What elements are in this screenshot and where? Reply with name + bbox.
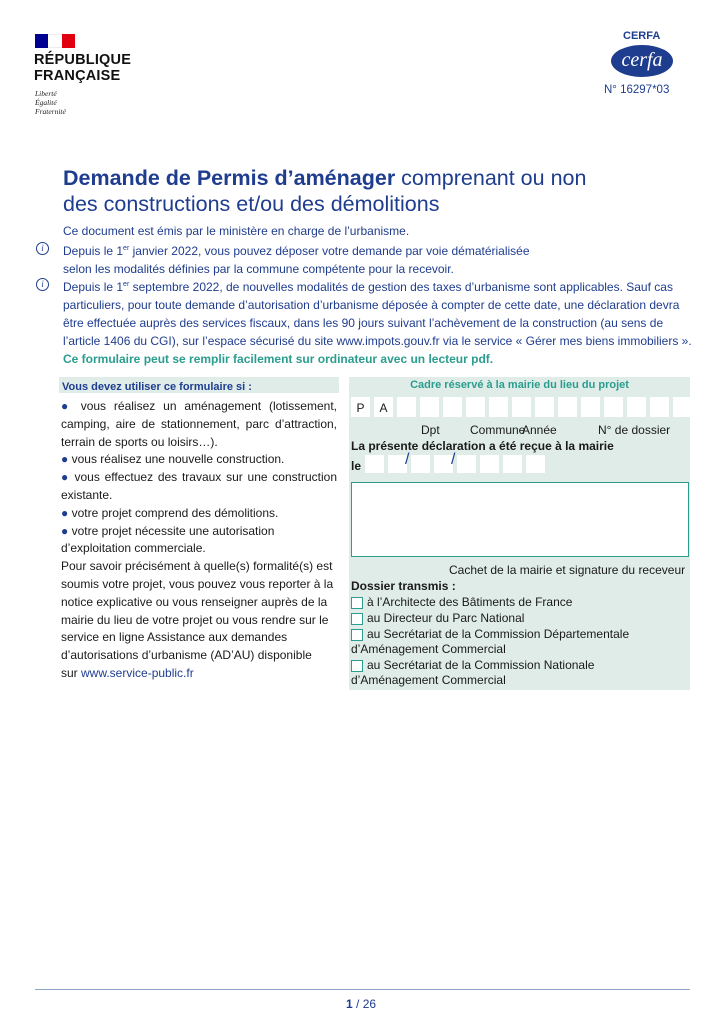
mairie-box-title: Cadre réservé à la mairie du lieu du projet (410, 379, 629, 391)
info2-line2: particuliers, pour toute demande d’autorisation d’urbanisme déposée à compter de cette date, une déclaration devra (63, 298, 680, 312)
list-item (61, 398, 337, 451)
cerfa-label: CERFA (623, 30, 661, 42)
intro-line1: Ce document est émis par le ministère en charge de l’urbanisme. (63, 224, 410, 238)
dossier-cell[interactable] (627, 397, 646, 417)
dossier-cell[interactable] (443, 397, 462, 417)
dossier-cell[interactable] (604, 397, 623, 417)
bullet-icon: ● (61, 505, 69, 520)
label-dpt: Dpt (421, 423, 440, 437)
info1-pre: Depuis le 1 (63, 244, 124, 258)
cerfa-number: N° 16297*03 (604, 84, 670, 96)
cerfa-logo: cerfa (611, 45, 673, 77)
bullet-icon: ● (61, 470, 70, 485)
stamp-caption: Cachet de la mairie et signature du receveur (449, 563, 686, 577)
info2-post: septembre 2022, de nouvelles modalités de gestion des taxes d’urbanisme sont applicables. Sauf cas (129, 280, 673, 294)
list-item-text: vous effectuez des travaux sur une construction existante. (61, 470, 338, 502)
page-sep: / (352, 997, 363, 1011)
service-public-link[interactable]: www.service-public.fr (81, 665, 194, 680)
republique-francaise-logo (34, 52, 131, 84)
french-flag-icon (35, 34, 75, 48)
info2-line4: l’article 1406 du CGI), sur l’espace sécurisé du site www.impots.gouv.fr via le service « Gérer mes biens immobiliers ». (63, 334, 692, 348)
list-item-text: votre projet nécessite une autorisation d’exploitation commerciale. (61, 523, 275, 556)
info2-pre: Depuis le 1 (63, 280, 124, 294)
checkbox-cdac-label2: d’Aménagement Commercial (351, 642, 506, 656)
stamp-area[interactable] (351, 482, 689, 557)
dossier-cell[interactable] (420, 397, 439, 417)
date-cell[interactable] (365, 455, 384, 473)
checkbox-parc-national[interactable] (351, 613, 363, 625)
date-cell[interactable] (411, 455, 430, 473)
label-dossier: N° de dossier (598, 423, 671, 437)
date-separator: / (405, 451, 410, 468)
motto-egalite: Égalité (35, 98, 57, 107)
usage-list (61, 398, 337, 683)
dossier-cell[interactable] (558, 397, 577, 417)
motto-fraternite: Fraternité (35, 107, 66, 116)
dossier-cell-p[interactable]: P (351, 397, 370, 417)
transmis-label: Dossier transmis : (351, 579, 456, 593)
checkbox-cnac-label2: d’Aménagement Commercial (351, 673, 506, 687)
pdf-highlight: Ce formulaire peut se remplir facilement sur ordinateur avec un lecteur pdf. (63, 352, 494, 366)
info1-post: janvier 2022, vous pouvez déposer votre demande par voie dématérialisée (129, 244, 530, 258)
motto-liberte: Liberté (35, 89, 57, 98)
bullet-icon: ● (61, 523, 69, 538)
list-item (61, 505, 337, 523)
info-icon: i (36, 242, 49, 255)
info1-sup: er (123, 245, 130, 252)
checkbox-abf-label: à l’Architecte des Bâtiments de France (367, 595, 573, 609)
list-item-text: vous réalisez un aménagement (lotissement, camping, aire de stationnement, parc d’attraction, terrain de sports ou loisirs…). (61, 399, 337, 449)
advice-paragraph (61, 558, 337, 683)
title-bold: Demande de Permis d’aménager (63, 166, 396, 190)
checkbox-parc-label: au Directeur du Parc National (367, 611, 525, 625)
info-icon: i (36, 278, 49, 291)
dossier-cell[interactable] (512, 397, 531, 417)
checkbox-cdac[interactable] (351, 629, 363, 641)
page-number (346, 997, 376, 1011)
page-title (63, 165, 663, 217)
label-annee: Année (522, 423, 557, 437)
bullet-icon: ● (61, 452, 69, 467)
received-label: La présente déclaration a été reçue à la mairie (351, 439, 614, 453)
list-item-text: votre projet comprend des démolitions. (71, 505, 279, 520)
info1-line2: selon les modalités définies par la commune compétente pour la recevoir. (63, 262, 454, 276)
dossier-cell[interactable] (673, 397, 692, 417)
title-line2: des constructions et/ou des démolitions (63, 192, 440, 216)
date-cell[interactable] (457, 455, 476, 473)
list-item (61, 469, 337, 505)
motto (35, 89, 66, 116)
checkbox-abf[interactable] (351, 597, 363, 609)
list-item (61, 523, 337, 559)
list-item-text: vous réalisez une nouvelle construction. (71, 452, 285, 467)
title-rest: comprenant ou non (395, 166, 587, 190)
date-separator: / (451, 451, 456, 468)
list-item (61, 451, 337, 469)
info2-line3: être effectuée auprès des services fiscaux, dans les 90 jours suivant l’achèvement de la construction (au sens de (63, 316, 664, 330)
usage-header-text: Vous devez utiliser ce formulaire si : (62, 381, 252, 393)
date-cell[interactable] (526, 455, 545, 473)
page-total: 26 (362, 997, 377, 1011)
advice-text: Pour savoir précisément à quelle(s) formalité(s) est soumis votre projet, vous pouvez vous reporter à la notice explicative ou vous renseigner auprès de la mairie du lieu de votre projet ou vous rendre sur le service en ligne Assistance aux demandes d’autorisations d’urbanisme (AD’AU) disponible (61, 559, 334, 663)
page-current: 1 (346, 997, 353, 1011)
dossier-cell-a[interactable]: A (374, 397, 393, 417)
intro-info2 (63, 276, 693, 368)
date-cell[interactable] (480, 455, 499, 473)
checkbox-cnac-label: au Secrétariat de la Commission Nationale (367, 658, 595, 672)
dossier-cell[interactable] (535, 397, 554, 417)
advice-sur: sur (61, 665, 82, 680)
bullet-icon: ● (61, 399, 73, 413)
date-cell[interactable] (503, 455, 522, 473)
label-commune: Commune (470, 423, 526, 437)
le-label: le (351, 459, 362, 473)
dossier-cell[interactable] (489, 397, 508, 417)
dossier-cell[interactable] (581, 397, 600, 417)
checkbox-cdac-label: au Secrétariat de la Commission Départementale (367, 627, 630, 641)
dossier-cell[interactable] (397, 397, 416, 417)
republic-line2: FRANÇAISE (34, 68, 121, 84)
dossier-cell[interactable] (650, 397, 669, 417)
republic-line1: RÉPUBLIQUE (34, 52, 132, 68)
footer-divider (35, 989, 690, 990)
dossier-cell[interactable] (466, 397, 485, 417)
info2-sup: er (123, 281, 130, 288)
intro-info1 (63, 240, 530, 278)
usage-header (59, 377, 339, 393)
checkbox-cnac[interactable] (351, 660, 363, 672)
